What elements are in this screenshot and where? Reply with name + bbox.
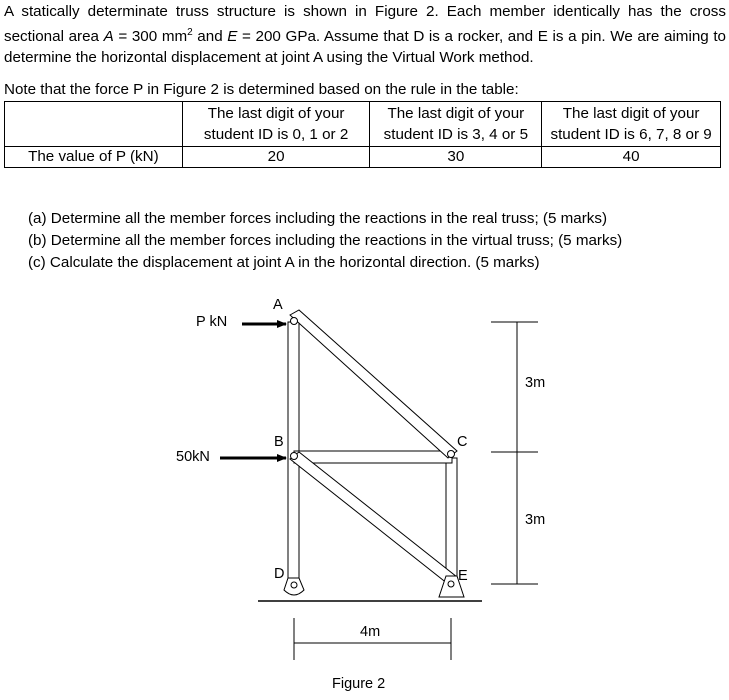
member-ce — [446, 458, 457, 580]
label-joint-c: C — [457, 434, 468, 450]
question-b: (b) Determine all the member forces including the reactions in the virtual truss; (5 marks) — [28, 232, 623, 249]
label-joint-e: E — [458, 568, 468, 584]
pin-b — [291, 453, 298, 460]
pin-a — [291, 318, 298, 325]
member-bc — [294, 451, 452, 463]
vertical-dimension — [491, 322, 538, 584]
var-e: E — [227, 28, 238, 46]
superscript-2: 2 — [187, 27, 193, 38]
label-joint-a: A — [273, 297, 283, 313]
label-dim-lower: 3m — [525, 512, 546, 528]
label-p-kn: P kN — [196, 314, 228, 330]
intro-text-1: A statically determinate truss structure is shown in Figure 2. Each member identically has the cross sectional area — [4, 3, 726, 46]
figure-caption: Figure 2 — [332, 676, 386, 692]
member-ac — [290, 310, 457, 458]
label-50kn: 50kN — [176, 449, 210, 465]
question-c: (c) Calculate the displacement at joint A in the horizontal direction. (5 marks) — [28, 254, 540, 271]
table-header-row — [5, 102, 721, 147]
var-a: A — [103, 28, 114, 46]
intro-text-2: = 300 mm — [113, 28, 188, 46]
table-header-empty — [5, 102, 183, 147]
truss-members — [288, 310, 457, 584]
label-joint-b: B — [274, 434, 284, 450]
table-value-40: 40 — [542, 147, 721, 168]
table-value-30: 30 — [370, 147, 542, 168]
member-be — [290, 452, 457, 584]
intro-text-4: = 200 GPa. Assume that D is a rocker, and E is a pin. We are aiming to determine the horizontal displacement at joint A using the Virtual Work method. — [4, 28, 727, 67]
support-d-rocker — [284, 578, 304, 595]
rule-table — [4, 101, 721, 168]
table-note: Note that the force P in Figure 2 is determined based on the rule in the table: — [4, 81, 519, 98]
table-header-6-7-8-9: The last digit of your student ID is 6, 7, 8 or 9 — [542, 102, 721, 147]
problem-statement — [4, 1, 726, 68]
table-row-label: The value of P (kN) — [5, 147, 183, 168]
table-value-row — [5, 147, 721, 168]
truss-figure — [0, 280, 729, 700]
label-dim-upper: 3m — [525, 375, 546, 391]
label-joint-d: D — [274, 566, 285, 582]
table-value-20: 20 — [182, 147, 370, 168]
intro-text-3: and — [192, 28, 228, 46]
table-header-0-1-2: The last digit of your student ID is 0, 1 or 2 — [182, 102, 370, 147]
table-header-3-4-5: The last digit of your student ID is 3, 4 or 5 — [370, 102, 542, 147]
pin-c — [448, 451, 455, 458]
label-dim-width: 4m — [360, 624, 381, 640]
question-a: (a) Determine all the member forces including the reactions in the real truss; (5 marks) — [28, 210, 608, 227]
question-list — [28, 208, 622, 274]
